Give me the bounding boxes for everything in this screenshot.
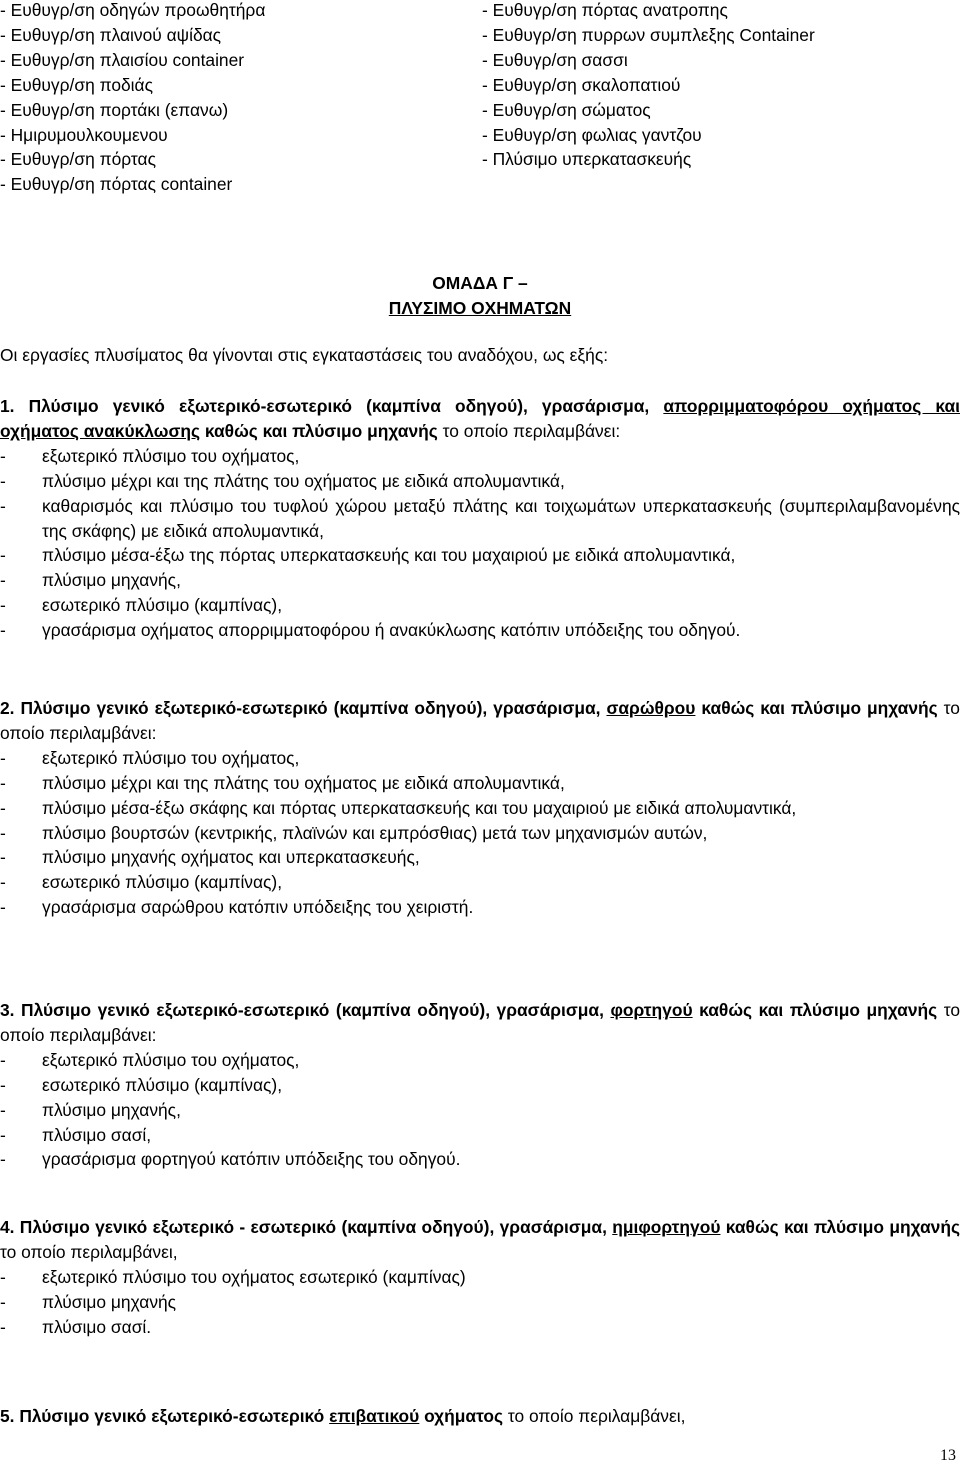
section-heading-tail: το οποίο περιλαμβάνει, [0,1241,178,1262]
vehicle-type: φορτηγού [610,1000,693,1020]
list-item [0,821,960,846]
list-item: - Ευθυγρ/ση πυρρων συμπλεξης Container [482,24,815,45]
section-4 [0,1215,960,1340]
list-item [0,1123,960,1148]
list-item: - Ευθυγρ/ση φωλιας γαντζου [482,124,702,145]
vehicle-type: απορριμματοφόρου οχήματος και οχήματος ανακύκλωσης [0,396,960,441]
list-item-text: πλύσιμο μηχανής [42,1291,177,1312]
section-1 [0,394,960,643]
list-item [0,1265,960,1290]
list-item-text: καθαρισμός και πλύσιμο του τυφλού χώρου μεταξύ πλάτης και τοιχωμάτων υπερκατασκευής (συμπεριλαμβανομένης της σκάφης) με ειδικά απολυμαντικά, [42,495,960,541]
list-item [0,444,960,469]
list-item: - Ευθυγρ/ση πόρτας ανατροπης [482,0,728,20]
group-subtitle: ΠΛΥΣΙΜΟ ΟΧΗΜΑΤΩΝ [388,298,572,318]
bullet-dash: - [0,1266,6,1287]
list-item-text: πλύσιμο μηχανής, [42,570,181,591]
bullet-dash: - [0,1099,6,1120]
list-item-text: εσωτερικό πλύσιμο (καμπίνας), [42,595,283,616]
group-title: ΟΜΑΔΑ Γ – [432,273,528,293]
list-item: - Ευθυγρ/ση πλαισίου container [0,49,245,70]
bullet-dash: - [0,1074,6,1095]
list-item-text: πλύσιμο μέχρι και της πλάτης του οχήματος με ειδικά απολυμαντικά, [42,772,565,793]
vehicle-type: ημιφορτηγού [612,1217,721,1237]
section-heading [0,998,960,1048]
bullet-dash: - [0,1124,6,1145]
section-heading-text: καθώς και πλύσιμο μηχανής [720,1217,960,1237]
list-item: - Ευθυγρ/ση οδηγών προωθητήρα [0,0,266,20]
section-heading-tail: το οποίο περιλαμβάνει, [503,1406,686,1426]
section-heading-text: καθώς και πλύσιμο μηχανής [692,1000,938,1020]
bullet-dash: - [0,445,6,466]
list-item [0,1147,960,1172]
section-heading-tail: το οποίο περιλαμβάνει: [437,420,621,441]
section-3 [0,998,960,1172]
list-item [0,1315,960,1340]
list-item: - Ευθυγρ/ση σκαλοπατιού [482,74,681,95]
bullet-dash: - [0,545,6,566]
bullet-dash: - [0,847,6,868]
left-column-list [0,0,265,197]
section-heading [0,394,960,444]
bullet-dash: - [0,1149,6,1170]
list-item: - Ευθυγρ/ση πλαινού αψίδας [0,24,222,45]
bullet-dash: - [0,1291,6,1312]
list-item [0,1048,960,1073]
section-heading-text: καθώς και πλύσιμο μηχανής [200,420,438,441]
list-item-text: εξωτερικό πλύσιμο του οχήματος, [42,445,300,466]
list-item-text: πλύσιμο μέχρι και της πλάτης του οχήματος με ειδικά απολυμαντικά, [42,470,565,491]
list-item-text: πλύσιμο μηχανής οχήματος και υπερκατασκευής, [42,847,420,868]
vehicle-type: επιβατικού [329,1406,420,1426]
section-heading-text: οχήματος [419,1406,504,1426]
bullet-dash: - [0,570,6,591]
list-item: - Ημιρυμουλκουμενου [0,124,168,145]
vehicle-type: σαρώθρου [606,698,696,718]
list-item: - Ευθυγρ/ση ποδιάς [0,74,153,95]
section-heading [0,1404,960,1429]
section-heading-tail: το οποίο περιλαμβάνει: [0,698,960,743]
list-item-text: πλύσιμο βουρτσών (κεντρικής, πλαϊνών και εμπρόσθιας) μετά των μηχανισμών αυτών, [42,822,708,843]
list-item: - Ευθυγρ/ση σώματος [482,99,651,120]
list-item [0,593,960,618]
section-2 [0,696,960,920]
right-column-list [482,0,815,172]
list-item [0,494,960,544]
list-item-text: γρασάρισμα οχήματος απορριμματοφόρου ή ανακύκλωσης κατόπιν υπόδειξης του οδηγού. [42,620,741,641]
list-item [0,1073,960,1098]
list-item-text: εξωτερικό πλύσιμο του οχήματος, [42,747,300,768]
list-item-text: εσωτερικό πλύσιμο (καμπίνας), [42,1074,283,1095]
list-item: - Ευθυγρ/ση πόρτας container [0,174,233,195]
list-item [0,796,960,821]
list-item: - Ευθυγρ/ση σασσι [482,49,628,70]
section-heading-text: καθώς και πλύσιμο μηχανής [695,698,938,718]
list-item [0,870,960,895]
list-item [0,568,960,593]
section-heading [0,1215,960,1265]
list-item [0,771,960,796]
list-item: - Ευθυγρ/ση πορτάκι (επανω) [0,99,229,120]
section-heading-text: 2. Πλύσιμο γενικό εξωτερικό-εσωτερικό (καμπίνα οδηγού), γρασάρισμα, [0,698,607,718]
list-item-text: εσωτερικό πλύσιμο (καμπίνας), [42,872,283,893]
section-5 [0,1404,960,1429]
list-item [0,895,960,920]
bullet-dash: - [0,747,6,768]
bullet-dash: - [0,897,6,918]
top-equipment-lists [0,0,960,200]
bullet-dash: - [0,772,6,793]
section-heading-text: 4. Πλύσιμο γενικό εξωτερικό - εσωτερικό (καμπίνα οδηγού), γρασάρισμα, [0,1217,613,1237]
bullet-dash: - [0,495,6,516]
list-item-text: πλύσιμο μηχανής, [42,1099,181,1120]
bullet-dash: - [0,1316,6,1337]
list-item [0,1290,960,1315]
page-number: 13 [940,1447,956,1464]
bullet-dash: - [0,620,6,641]
list-item [0,746,960,771]
list-item-text: πλύσιμο σασί. [42,1316,152,1337]
list-item: - Ευθυγρ/ση πόρτας [0,149,156,170]
section-heading-text: 1. Πλύσιμο γενικό εξωτερικό-εσωτερικό (καμπίνα οδηγού), γρασάρισμα, [0,396,664,416]
bullet-dash: - [0,470,6,491]
bullet-dash: - [0,1049,6,1070]
list-item [0,543,960,568]
list-item-text: πλύσιμο μέσα-έξω σκάφης και πόρτας υπερκατασκευής και του μαχαιριού με ειδικά απολυμαντικά, [42,797,797,818]
section-heading-text: 5. Πλύσιμο γενικό εξωτερικό-εσωτερικό [0,1406,330,1426]
list-item: - Πλύσιμο υπερκατασκευής [482,149,692,170]
bullet-dash: - [0,872,6,893]
intro-paragraph: Οι εργασίες πλυσίματος θα γίνονται στις εγκαταστάσεις του αναδόχου, ως εξής: [0,345,609,365]
list-item [0,1098,960,1123]
section-heading-tail: το οποίο περιλαμβάνει: [0,1000,960,1045]
list-item-text: εξωτερικό πλύσιμο του οχήματος, [42,1049,300,1070]
section-heading-text: 3. Πλύσιμο γενικό εξωτερικό-εσωτερικό (καμπίνα οδηγού), γρασάρισμα, [0,1000,611,1020]
section-heading [0,696,960,746]
list-item-text: εξωτερικό πλύσιμο του οχήματος εσωτερικό (καμπίνας) [42,1266,466,1287]
bullet-dash: - [0,797,6,818]
list-item [0,845,960,870]
list-item [0,618,960,643]
list-item [0,469,960,494]
list-item-text: γρασάρισμα σαρώθρου κατόπιν υπόδειξης του χειριστή. [42,897,474,918]
list-item-text: πλύσιμο μέσα-έξω της πόρτας υπερκατασκευής και του μαχαιριού με ειδικά απολυμαντικά, [42,545,736,566]
bullet-dash: - [0,595,6,616]
list-item-text: πλύσιμο σασί, [42,1124,152,1145]
list-item-text: γρασάρισμα φορτηγού κατόπιν υπόδειξης του οδηγού. [42,1149,461,1170]
bullet-dash: - [0,822,6,843]
